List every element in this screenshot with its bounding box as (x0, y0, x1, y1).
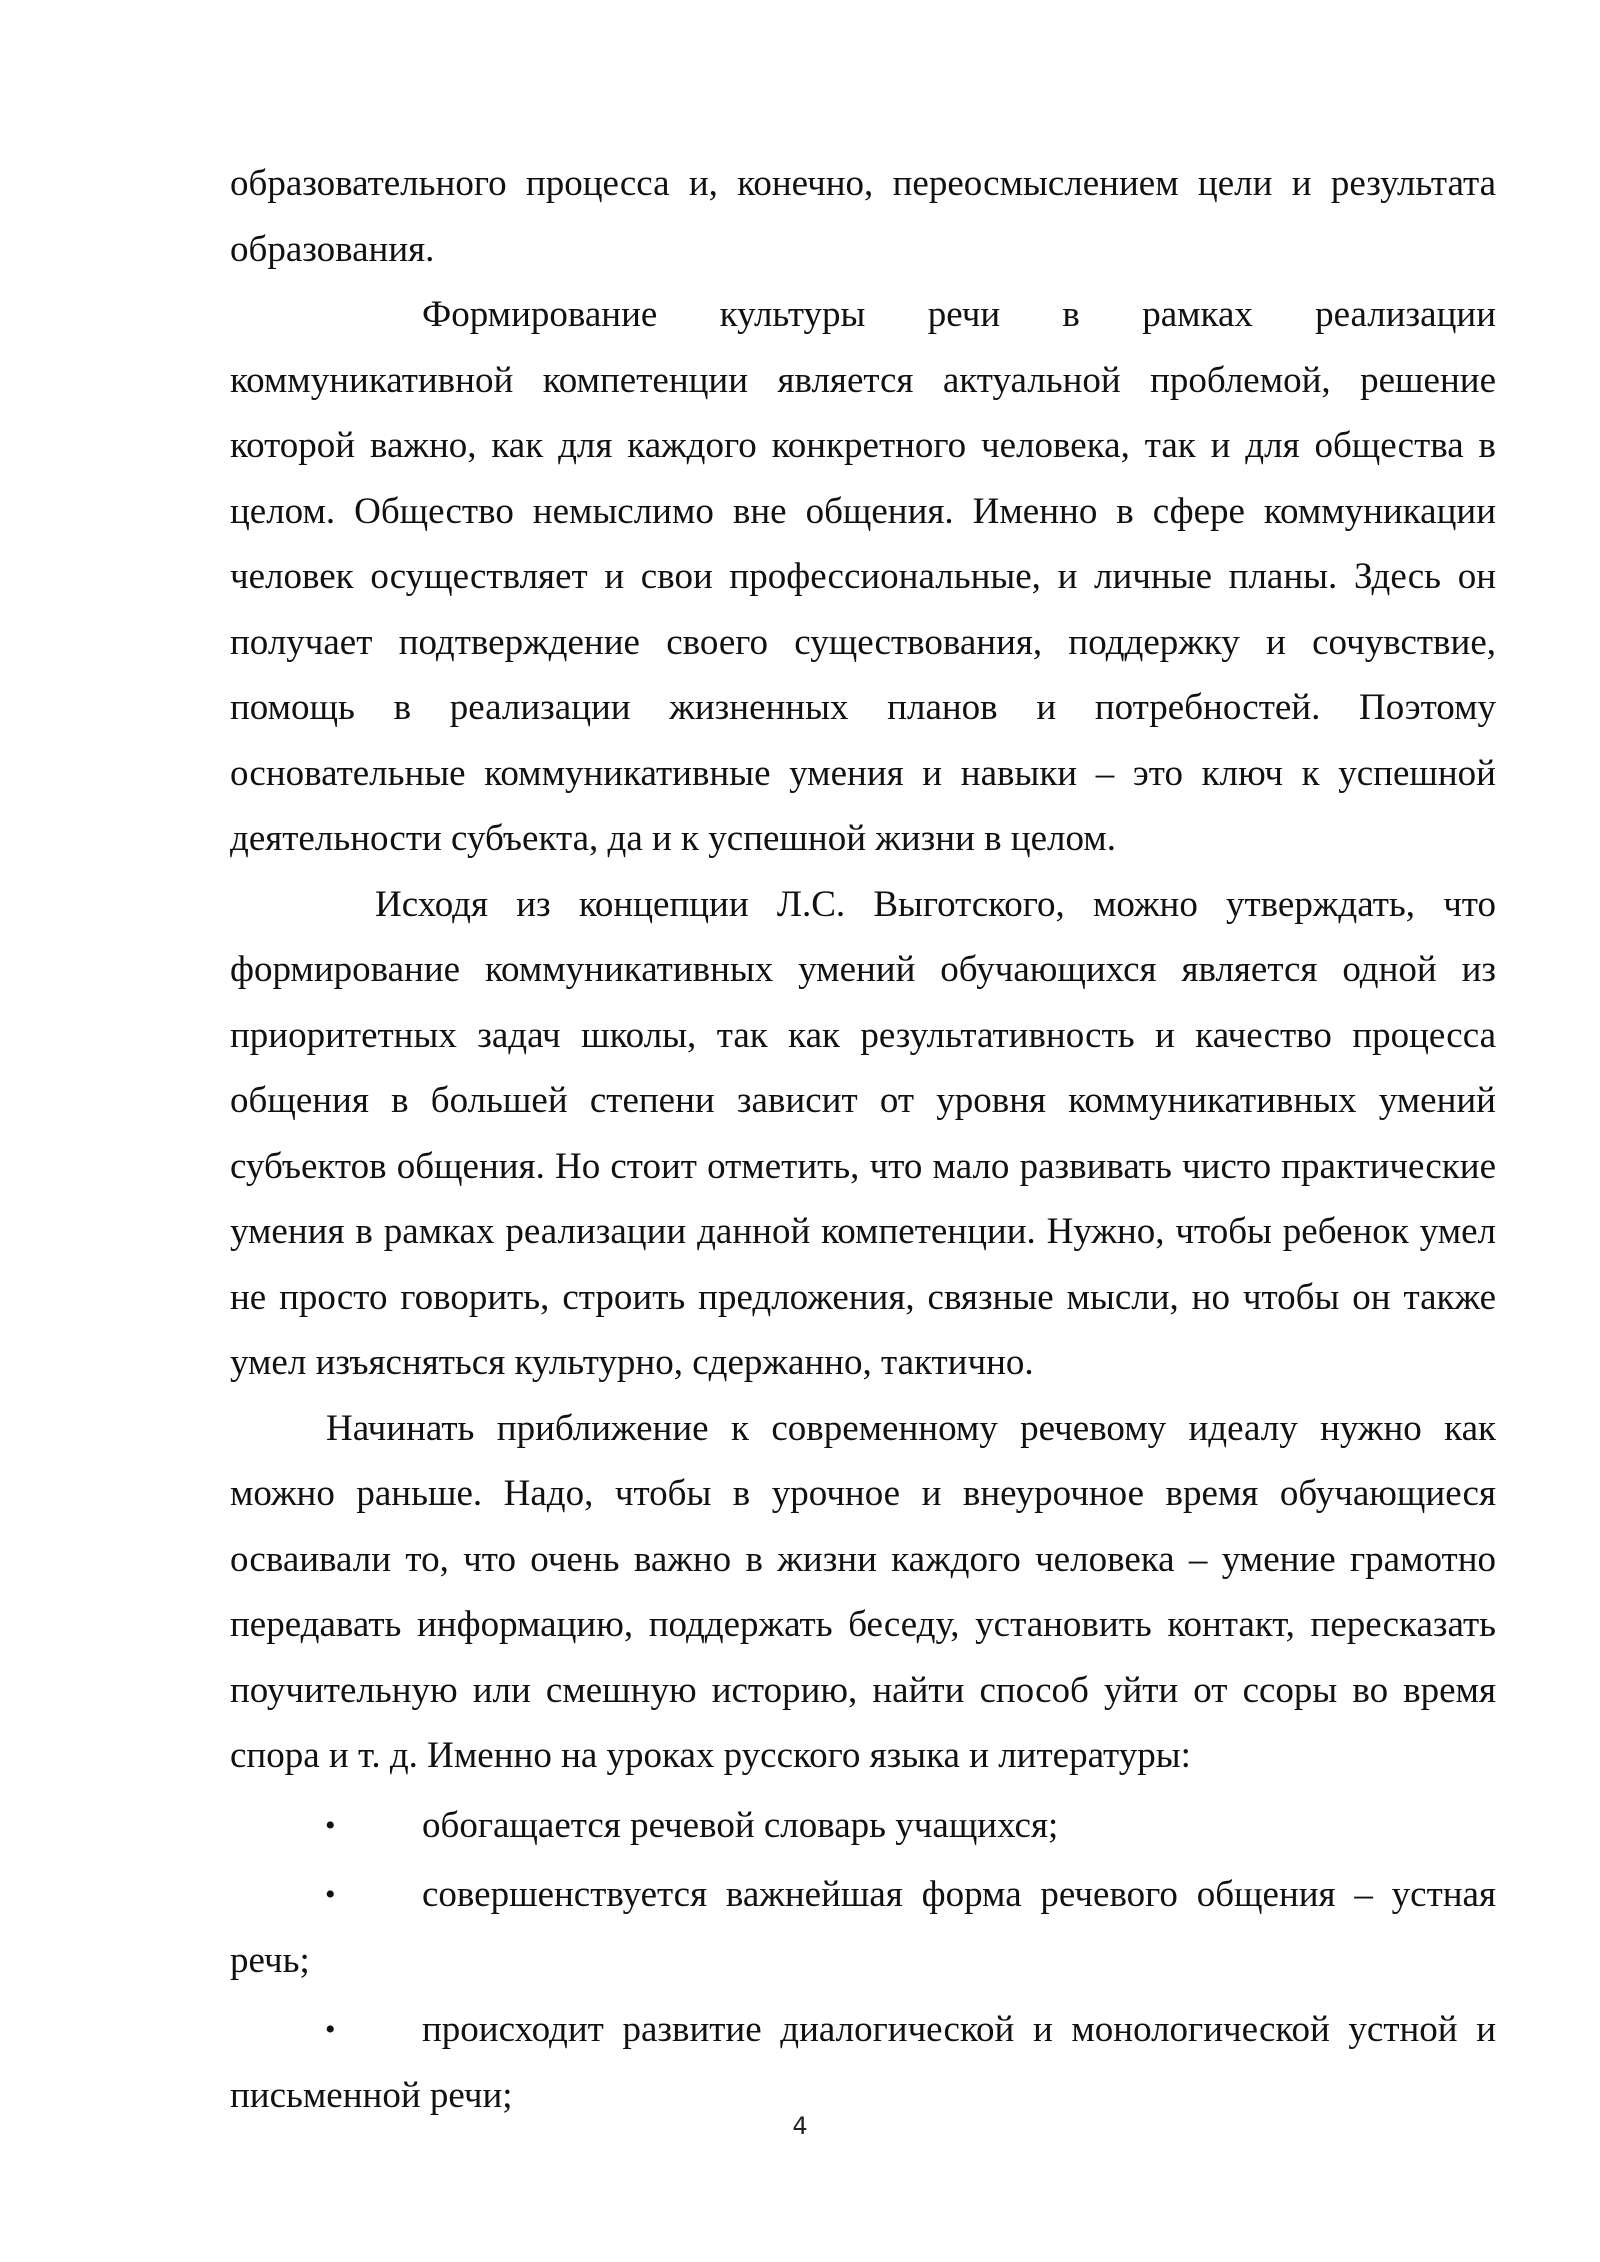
paragraph-speech-ideal: Начинать приближение к современному речевому идеалу нужно как можно раньше. Надо, чтобы в урочное и внеурочное время обучающиеся осваивали то, что очень важно в жизни каждого человека – умение грамотно передавать информацию, поддержать беседу, установить контакт, пересказать поучительную или смешную историю, найти способ уйти от ссоры во время спора и т. д. Именно на уроках русского языка и литературы: (230, 1407, 1496, 1776)
bullet-item (230, 1997, 1496, 2128)
bullet-icon: • (325, 1878, 336, 1911)
page-number: 4 (792, 2112, 808, 2140)
bullet-item (230, 1793, 1496, 1859)
bullet-item (230, 1862, 1496, 1993)
document-body (230, 151, 1496, 2132)
bullet-text: происходит развитие диалогической и монологической устной и письменной речи; (230, 2009, 1496, 2116)
paragraph-speech-culture: Формирование культуры речи в рамках реализации коммуникативной компетенции является актуальной проблемой, решение которой важно, как для каждого конкретного человека, так и для общества в целом. Общество немыслимо вне общения. Именно в сфере коммуникации человек осуществляет и свои профессиональные, и личные планы. Здесь он получает подтверждение своего существования, поддержку и сочувствие, помощь в реализации жизненных планов и потребностей. Поэтому основательные коммуникативные умения и навыки – это ключ к успешной деятельности субъекта, да и к успешной жизни в целом. (230, 294, 1496, 859)
bullet-icon: • (325, 1808, 336, 1842)
paragraph-vygotsky: Исходя из концепции Л.С. Выготского, можно утверждать, что формирование коммуникативных умений обучающихся является одной из приоритетных задач школы, так как результативность и качество процесса общения в большей степени зависит от уровня коммуникативных умений субъектов общения. Но стоит отметить, что мало развивать чисто практические умения в рамках реализации данной компетенции. Нужно, чтобы ребенок умел не просто говорить, строить предложения, связные мысли, но чтобы он также умел изъясняться культурно, сдержанно, тактично. (230, 883, 1496, 1383)
bullet-text: обогащается речевой словарь учащихся; (422, 1804, 1059, 1846)
bullet-icon: • (325, 2013, 336, 2046)
bullet-list (230, 1793, 1496, 2129)
bullet-text: совершенствуется важнейшая форма речевого общения – устная речь; (230, 1874, 1496, 1981)
paragraph-continuation: образовательного процесса и, конечно, переосмыслением цели и результата образования. (230, 163, 1496, 270)
